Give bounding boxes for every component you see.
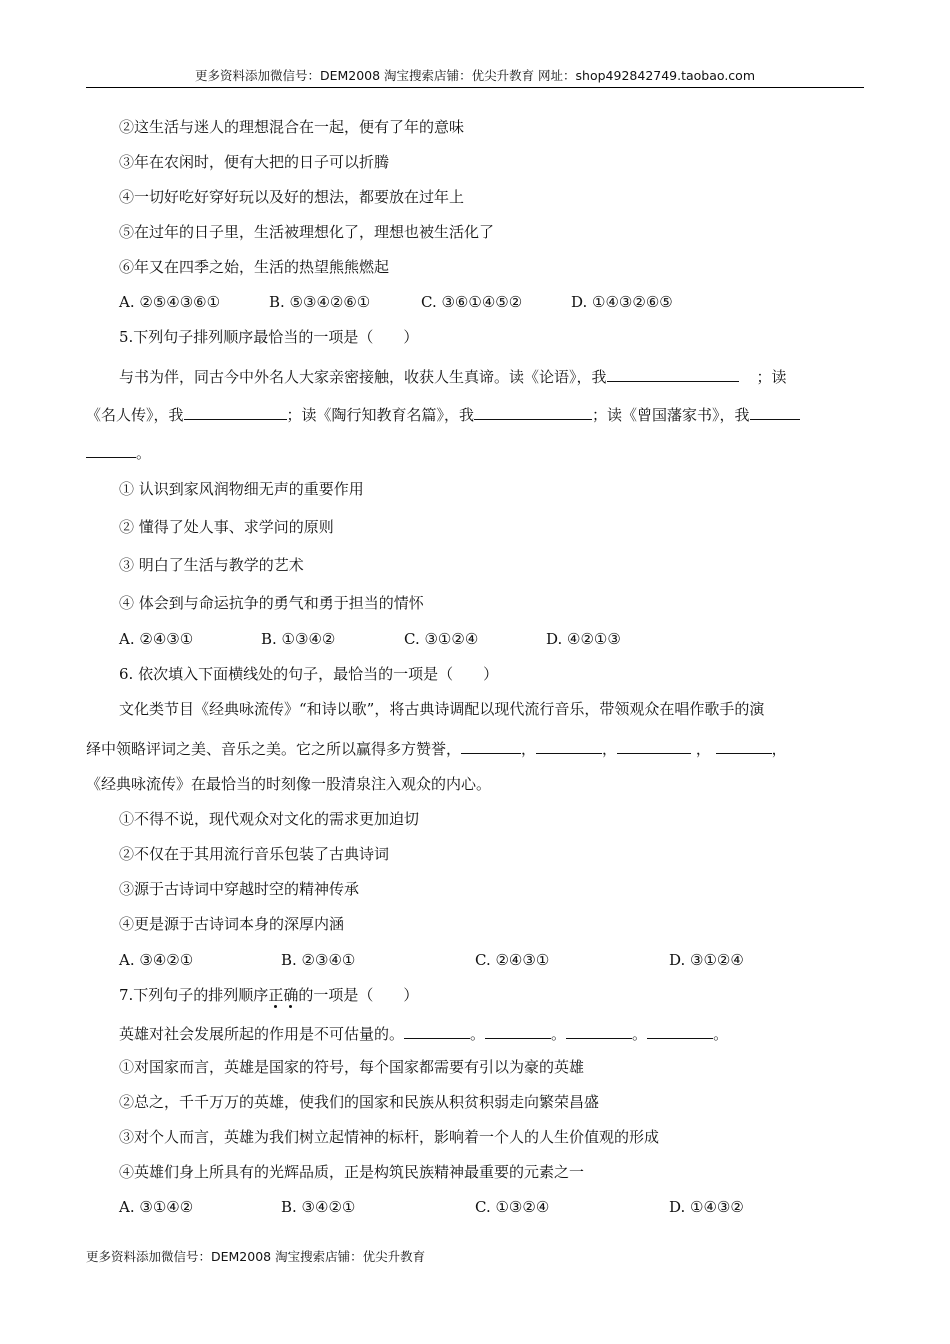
q7-stem-emphasis-2: 确 [283, 986, 299, 1004]
q5-passage-text-2c: ；读《曾国藩家书》，我 [592, 406, 750, 424]
q4-option-b: B. ⑤③④②⑥① [269, 293, 371, 311]
q7-blank-3 [566, 1023, 632, 1039]
q7-stem-post: 的一项是（ ） [298, 986, 419, 1004]
q6-passage-line-1: 文化类节目《经典咏流传》“和诗以歌”，将古典诗调配以现代流行音乐，带领观众在唱作歌手的演 [119, 700, 765, 718]
q7-stem-pre: 7.下列句子的排列顺序 [119, 986, 269, 1004]
q7-item-3: ③对个人而言，英雄为我们树立起情神的标杆，影响着一个人的人生价值观的形成 [119, 1128, 660, 1146]
q5-passage-line-1 [119, 366, 787, 387]
q5-passage-line-3 [86, 442, 151, 463]
q7-item-4: ④英雄们身上所具有的光辉品质，正是构筑民族精神最重要的元素之一 [119, 1163, 585, 1181]
q6-passage-line-3: 《经典咏流传》在最恰当的时刻像一股清泉注入观众的内心。 [86, 775, 492, 793]
q6-option-c: C. ②④③① [475, 951, 550, 969]
q5-option-d: D. ④②①③ [546, 630, 621, 648]
q6-blank-1 [461, 738, 521, 754]
q7-option-c: C. ①③②④ [475, 1198, 550, 1216]
q7-passage-line-1: 英雄对社会发展所起的作用是不可估量的。 。 。 。 。 [119, 1025, 729, 1043]
q7-option-b: B. ③④②① [281, 1198, 356, 1216]
q5-passage-text-1-end: ；读 [756, 368, 787, 386]
q4-item-4: ④一切好吃好穿好玩以及好的想法，都要放在过年上 [119, 188, 465, 206]
q7-passage-text-1: 英雄对社会发展所起的作用是不可估量的。 [119, 1025, 405, 1043]
q7-option-a: A. ③①④② [119, 1198, 194, 1216]
q7-stem-emphasis-1: 正 [268, 986, 284, 1004]
q6-stem: 6. 依次填入下面横线处的句子，最恰当的一项是（ ） [119, 665, 499, 683]
q5-blank-1 [607, 366, 739, 382]
q6-item-2: ②不仅在于其用流行音乐包装了古典诗词 [119, 845, 390, 863]
q7-item-1: ①对国家而言，英雄是国家的符号，每个国家都需要有引以为豪的英雄 [119, 1058, 585, 1076]
q7-blank-2 [485, 1023, 551, 1039]
q6-option-a: A. ③④②① [119, 951, 194, 969]
q7-stem [119, 985, 418, 1005]
q4-option-c: C. ③⑥①④⑤② [421, 293, 523, 311]
q4-item-6: ⑥年又在四季之始，生活的热望熊熊燃起 [119, 258, 390, 276]
q5-passage-text-2a: 《名人传》，我 [86, 406, 184, 424]
q5-blank-3 [474, 404, 592, 420]
q5-option-a: A. ②④③① [119, 630, 194, 648]
page-header: 更多资料添加微信号：DEM2008 淘宝搜索店铺：优尖升教育 网址：shop492842749.taobao.com [194, 68, 756, 83]
q4-option-a: A. ②⑤④③⑥① [119, 293, 221, 311]
q6-blank-2 [536, 738, 602, 754]
q7-option-d: D. ①④③② [669, 1198, 744, 1216]
q4-option-d: D. ①④③②⑥⑤ [571, 293, 673, 311]
q5-item-1: ① 认识到家风润物细无声的重要作用 [119, 480, 364, 498]
q6-item-3: ③源于古诗词中穿越时空的精神传承 [119, 880, 360, 898]
q5-passage-text-1: 与书为伴，同古今中外名人大家亲密接触，收获人生真谛。读《论语》，我 [119, 368, 607, 386]
page-footer: 更多资料添加微信号：DEM2008 淘宝搜索店铺：优尖升教育 [86, 1249, 426, 1264]
q4-item-3: ③年在农闲时，便有大把的日子可以折腾 [119, 153, 390, 171]
q5-item-3: ③ 明白了生活与教学的艺术 [119, 556, 304, 574]
q6-item-1: ①不得不说，现代观众对文化的需求更加迫切 [119, 810, 420, 828]
q6-blank-4 [716, 738, 772, 754]
q6-passage-text-2: 绎中领略评词之美、音乐之美。它之所以赢得多方赞誉， [86, 740, 462, 758]
q6-item-4: ④更是源于古诗词本身的深厚内涵 [119, 915, 345, 933]
q7-item-2: ②总之，千千万万的英雄，使我们的国家和民族从积贫积弱走向繁荣昌盛 [119, 1093, 600, 1111]
q6-blank-3 [617, 738, 691, 754]
q7-blank-1 [404, 1023, 470, 1039]
q5-option-b: B. ①③④② [261, 630, 336, 648]
q5-blank-4b [86, 442, 136, 458]
q5-blank-4a [750, 404, 800, 420]
q5-passage-text-2b: ；读《陶行知教育名篇》，我 [286, 406, 475, 424]
q5-item-2: ② 懂得了处人事、求学问的原则 [119, 518, 334, 536]
q5-item-4: ④ 体会到与命运抗争的勇气和勇于担当的情怀 [119, 594, 424, 612]
q4-item-5: ⑤在过年的日子里，生活被理想化了，理想也被生活化了 [119, 223, 495, 241]
q6-option-d: D. ③①②④ [669, 951, 744, 969]
q6-option-b: B. ②③④① [281, 951, 356, 969]
q5-option-c: C. ③①②④ [404, 630, 479, 648]
q5-blank-2 [184, 404, 287, 420]
q5-passage-text-3-end: 。 [136, 444, 152, 462]
q5-passage-line-2 [86, 404, 800, 425]
header-divider [86, 87, 864, 88]
q5-stem: 5.下列句子排列顺序最恰当的一项是（ ） [119, 328, 419, 346]
q6-passage-line-2: 绎中领略评词之美、音乐之美。它之所以赢得多方赞誉， ， ， ， ， [86, 740, 787, 758]
q7-blank-4 [647, 1023, 713, 1039]
q4-item-2: ②这生活与迷人的理想混合在一起，便有了年的意味 [119, 118, 465, 136]
